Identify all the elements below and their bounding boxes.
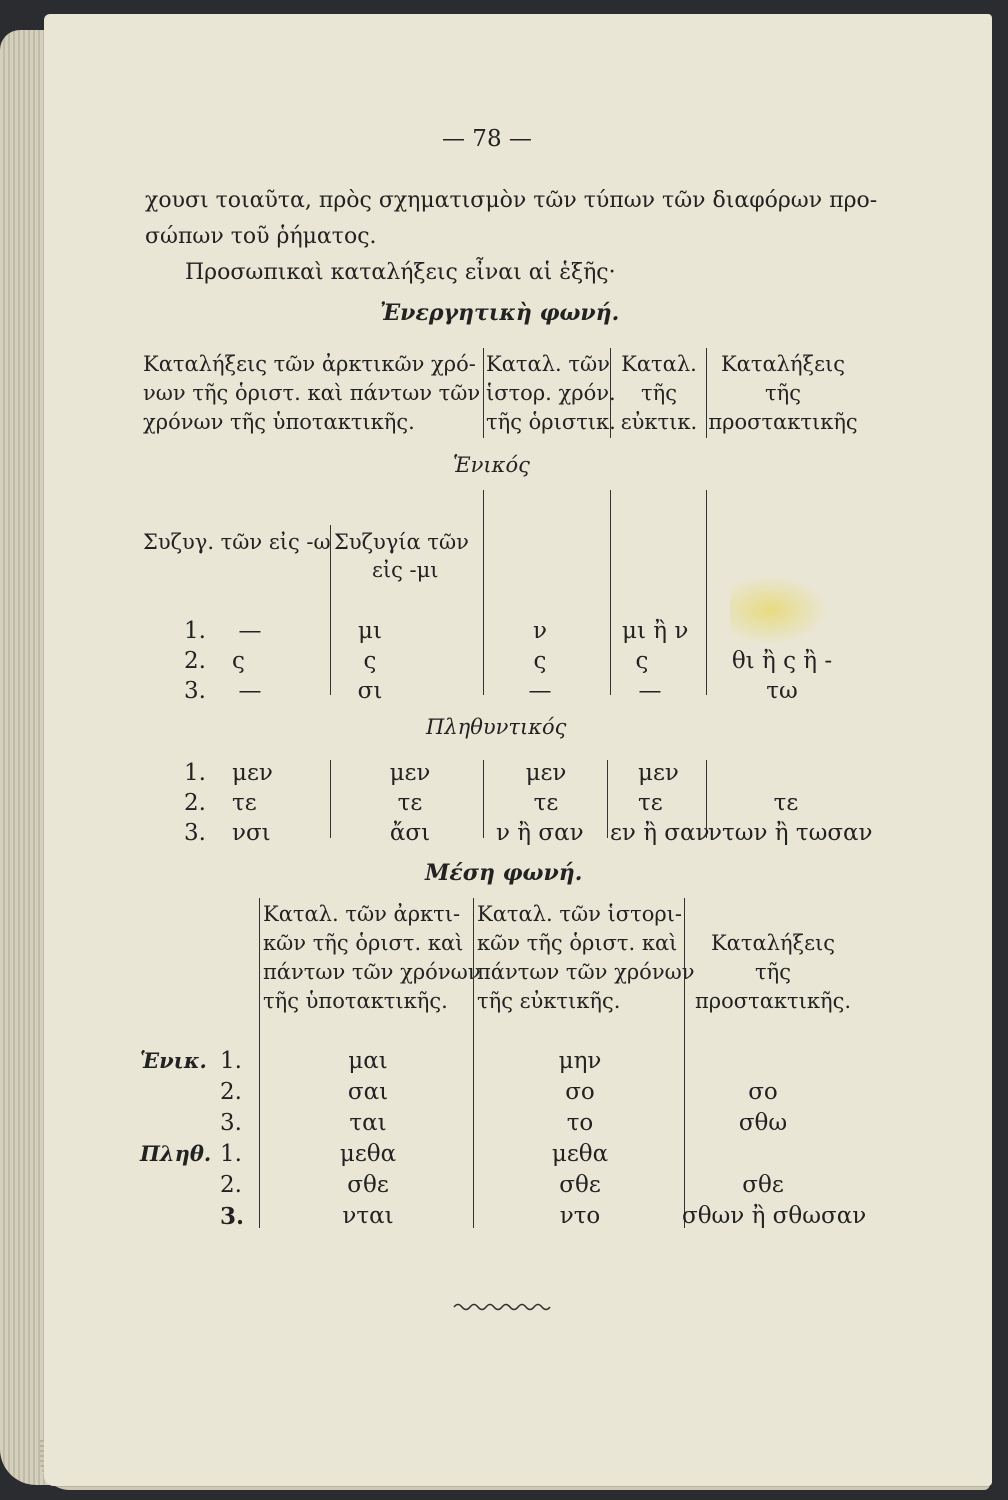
sub-header-mi-line2: εἰς -μι <box>372 558 439 582</box>
row-number: 1. <box>184 760 206 786</box>
intro-line-2: σώπων τοῦ ῥήματος. <box>145 224 377 249</box>
cell-hist: μεν <box>525 760 567 786</box>
cell-imp: τω <box>766 678 798 704</box>
middle-header-col1-line2: κῶν τῆς ὁριστ. καὶ <box>263 931 464 955</box>
plural-label: Πληθυντικός <box>426 715 567 739</box>
active-header-col2-line1: Καταλ. τῶν <box>486 352 610 376</box>
active-header-col3-line2: τῆς <box>641 381 677 405</box>
rule <box>330 760 331 838</box>
singular-label: Ἑνικός <box>453 453 530 477</box>
row-number: 3. <box>220 1110 242 1136</box>
rule <box>483 490 484 695</box>
cell-hist: ς <box>533 648 547 674</box>
cell-primary: μεθα <box>339 1141 397 1167</box>
cell-hist: ν <box>533 618 547 644</box>
cell-omega: — <box>238 678 262 704</box>
cell-primary: σαι <box>347 1079 389 1105</box>
row-number: 1. <box>184 618 206 644</box>
rule <box>330 525 331 695</box>
row-number: 3. <box>220 1203 245 1230</box>
intro-line-1: χουσι τοιαῦτα, πρὸς σχηματισμὸν τῶν τύπων τῶν διαφόρων προ- <box>145 188 878 213</box>
active-header-col4-line3: προστακτικῆς <box>708 410 858 434</box>
row-number: 1. <box>220 1048 242 1074</box>
cell-historic: σο <box>565 1079 595 1105</box>
yellow-stain <box>730 575 830 645</box>
rule <box>259 898 260 1228</box>
middle-header-col1 <box>263 900 481 1016</box>
cell-mi: ἄσι <box>389 820 431 846</box>
middle-header-col1-line4: τῆς ὑποτακτικῆς. <box>263 989 448 1013</box>
cell-primary: νται <box>342 1203 394 1229</box>
rule <box>607 760 608 838</box>
middle-header-col3-line2: τῆς <box>755 960 791 984</box>
active-header-col2-line3: τῆς ὁριστικ. <box>486 410 616 434</box>
rule <box>610 490 611 695</box>
rule <box>473 898 474 1228</box>
active-header-col1-line1: Καταλήξεις τῶν ἀρκτικῶν χρό- <box>143 352 476 376</box>
active-header-col1-line2: νων τῆς ὁριστ. καὶ πάντων τῶν <box>143 381 481 405</box>
rule <box>483 760 484 838</box>
middle-header-col3-line1: Καταλήξεις <box>710 931 835 955</box>
sub-header-mi-line1: Συζυγία τῶν <box>334 530 469 554</box>
row-number: 3. <box>184 820 206 846</box>
cell-imp: θι ἢ ς ἢ - <box>731 648 833 674</box>
cell-opt: μεν <box>638 760 679 786</box>
cell-omega: τε <box>232 790 257 816</box>
cell-opt: — <box>638 678 662 704</box>
rule <box>706 348 707 438</box>
active-header-col4-line1: Καταλήξεις <box>720 352 845 376</box>
row-number: 3. <box>184 678 206 704</box>
sub-header-omega: Συζυγ. τῶν εἰς -ω <box>143 530 331 554</box>
middle-singular-label: Ἑνικ. <box>140 1048 207 1073</box>
cell-historic: μεθα <box>551 1141 609 1167</box>
cell-historic: το <box>566 1110 594 1136</box>
active-header-col3-line1: Καταλ. <box>621 352 697 376</box>
middle-header-col1-line3: πάντων τῶν χρόνων <box>263 960 481 984</box>
middle-header-col2-line4: τῆς εὐκτικῆς. <box>477 989 621 1013</box>
row-number: 2. <box>184 790 206 816</box>
row-number: 2. <box>220 1079 242 1105</box>
cell-imperative: σθε <box>742 1172 784 1198</box>
cell-opt: ς <box>635 648 649 674</box>
active-header-col2 <box>486 350 616 437</box>
cell-historic: ντο <box>559 1203 601 1229</box>
middle-header-col1-line1: Καταλ. τῶν ἀρκτι- <box>263 902 461 926</box>
row-number: 1. <box>220 1141 242 1167</box>
flourish-ornament <box>452 1300 552 1314</box>
active-voice-title: Ἐνεργητικὴ φωνή. <box>380 300 620 326</box>
rule <box>610 348 611 438</box>
cell-primary: σθε <box>347 1172 389 1198</box>
cell-hist: — <box>528 678 552 704</box>
active-header-col1 <box>143 350 480 437</box>
cell-imperative: σθων ἢ σθωσαν <box>682 1203 867 1229</box>
cell-omega: νσι <box>232 820 271 846</box>
cell-imp: ντων ἢ τωσαν <box>708 820 873 846</box>
cell-mi: ς <box>363 648 377 674</box>
middle-plural-label: Πληθ. <box>140 1141 212 1166</box>
middle-header-col2-line1: Καταλ. τῶν ἱστορι- <box>477 902 683 926</box>
cell-mi: μεν <box>389 760 431 786</box>
cell-hist: ν ἢ σαν <box>496 820 584 846</box>
cell-omega: — <box>238 618 262 644</box>
cell-primary: ται <box>349 1110 387 1136</box>
middle-voice-title: Μέση φωνή. <box>425 860 583 886</box>
active-header-col4-line2: τῆς <box>765 381 801 405</box>
row-number: 2. <box>184 648 206 674</box>
row-number: 2. <box>220 1172 242 1198</box>
middle-header-col2 <box>477 900 695 1016</box>
cell-mi: μι <box>358 618 382 644</box>
cell-omega: ς <box>232 648 245 674</box>
middle-header-col3 <box>688 929 858 1016</box>
cell-historic: μην <box>558 1048 602 1074</box>
cell-mi: σι <box>357 678 383 704</box>
active-header-col1-line3: χρόνων τῆς ὑποτακτικῆς. <box>143 410 415 434</box>
active-header-col2-line2: ἱστορ. χρόν. <box>486 381 616 405</box>
active-header-col3-line3: εὐκτικ. <box>620 410 698 434</box>
middle-header-col2-line2: κῶν τῆς ὁριστ. καὶ <box>477 931 678 955</box>
cell-hist: τε <box>533 790 559 816</box>
middle-header-col2-line3: πάντων τῶν χρόνων <box>477 960 695 984</box>
intro-line-3: Προσωπικαὶ καταλήξεις εἶναι αἱ ἑξῆς· <box>185 260 616 285</box>
rule <box>483 348 484 438</box>
cell-mi: τε <box>397 790 423 816</box>
cell-omega: μεν <box>232 760 273 786</box>
cell-historic: σθε <box>559 1172 601 1198</box>
page-number: — 78 — <box>442 126 532 152</box>
rule <box>684 898 685 1228</box>
active-header-col4 <box>708 350 858 437</box>
cell-imperative: σθω <box>738 1110 788 1136</box>
cell-opt: μι ἢ ν <box>622 618 689 644</box>
cell-opt: εν ἢ σαν <box>610 820 710 846</box>
cell-imperative: σο <box>748 1079 778 1105</box>
cell-primary: μαι <box>348 1048 388 1074</box>
active-header-col3 <box>612 350 706 437</box>
cell-imp: τε <box>773 790 799 816</box>
cell-opt: τε <box>638 790 663 816</box>
middle-header-col3-line3: προστακτικῆς. <box>694 989 852 1013</box>
rule <box>706 490 707 695</box>
